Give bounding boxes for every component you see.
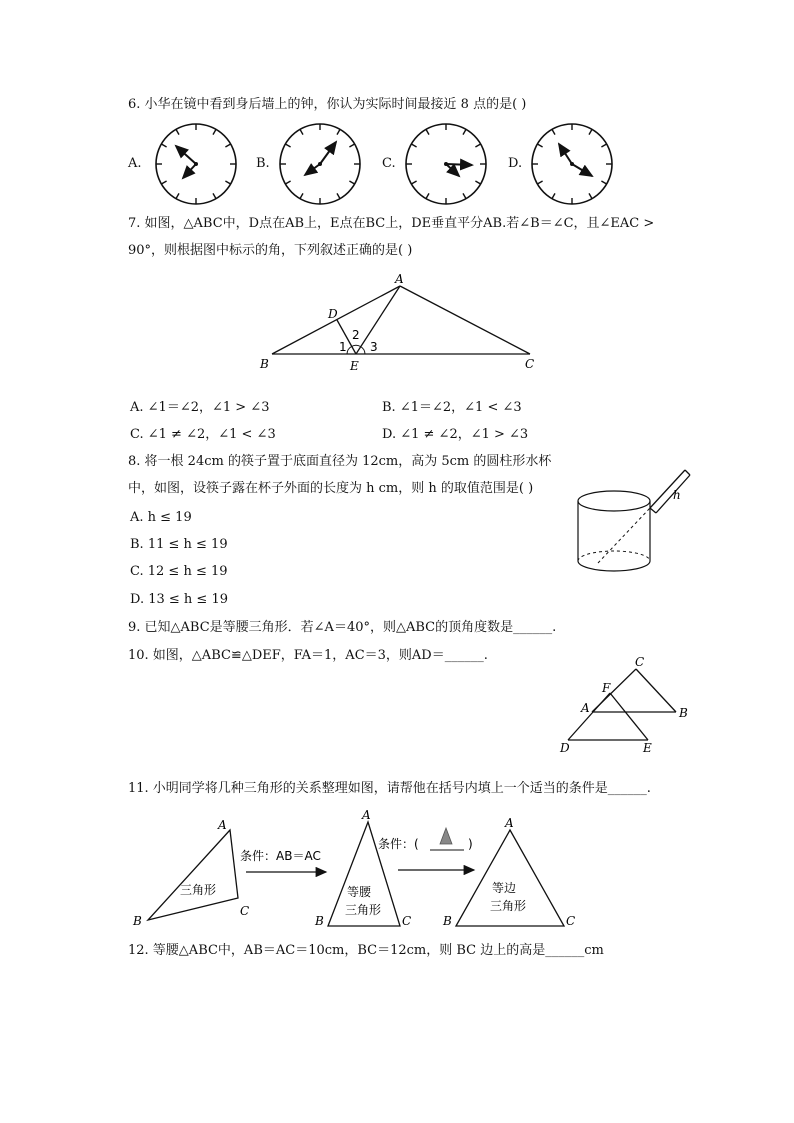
- q11-t3-label-c: C: [566, 914, 576, 928]
- q11-t1-label-b: B: [133, 914, 142, 928]
- q7-label-c: C: [525, 357, 535, 371]
- q11-t3-label-b: B: [443, 914, 452, 928]
- q10-stem: 10. 如图，△ABC≌△DEF，FA＝1，AC＝3，则AD＝______.: [128, 648, 488, 663]
- q12-stem: 12. 等腰△ABC中，AB＝AC＝10cm，BC＝12cm，则 BC 边上的高是______cm: [128, 943, 604, 958]
- q8-option-a: A. h ≤ 19: [130, 510, 192, 525]
- q7-option-a: A. ∠1＝∠2，∠1 > ∠3: [130, 400, 270, 415]
- q6-option-c-label: C.: [382, 156, 396, 171]
- q11-t2-name-1: 等腰: [347, 885, 372, 899]
- q7-angle-2: 2: [352, 328, 360, 342]
- q11-stem: 11. 小明同学将几种三角形的关系整理如图，请帮他在括号内填上一个适当的条件是______.: [128, 781, 651, 796]
- triangle-placeholder-icon: [440, 828, 452, 844]
- q8-label-h: h: [673, 488, 681, 502]
- q7-option-b: B. ∠1＝∠2，∠1 < ∠3: [382, 400, 522, 415]
- q11-condition-2-close: ): [468, 837, 473, 851]
- q11-t3-name-1: 等边: [492, 881, 517, 895]
- q7-angle-1: 1: [339, 340, 347, 354]
- q8-stem-line1: 8. 将一根 24cm 的筷子置于底面直径为 12cm，高为 5cm 的圆柱形水杯: [128, 454, 552, 469]
- q7-label-d: D: [328, 307, 338, 321]
- q7-option-c: C. ∠1 ≠ ∠2，∠1 < ∠3: [130, 427, 276, 442]
- q8-option-b: B. 11 ≤ h ≤ 19: [130, 537, 228, 552]
- q7-label-a: A: [395, 272, 404, 286]
- q7-stem-line2: 90°，则根据图中标示的角，下列叙述正确的是( ): [128, 243, 413, 258]
- q6-stem: 6. 小华在镜中看到身后墙上的钟，你认为实际时间最接近 8 点的是( ): [128, 97, 527, 112]
- q11-t2-label-c: C: [402, 914, 412, 928]
- q10-label-d: D: [560, 741, 570, 755]
- q11-t1-label-a: A: [218, 818, 227, 832]
- q11-t1-label-c: C: [240, 904, 250, 918]
- q10-label-c: C: [635, 655, 645, 669]
- q11-t3-name-2: 三角形: [490, 899, 527, 913]
- q10-label-a: A: [581, 701, 590, 715]
- q7-label-b: B: [260, 357, 269, 371]
- q11-condition-1: 条件：AB＝AC: [240, 849, 321, 863]
- q8-option-c: C. 12 ≤ h ≤ 19: [130, 564, 228, 579]
- q7-label-e: E: [350, 359, 359, 373]
- q7-option-d: D. ∠1 ≠ ∠2，∠1 > ∠3: [382, 427, 529, 442]
- q10-label-e: E: [643, 741, 652, 755]
- q11-t2-label-a: A: [362, 808, 371, 822]
- q7-angle-3: 3: [370, 340, 378, 354]
- q10-label-b: B: [679, 706, 688, 720]
- q8-option-d: D. 13 ≤ h ≤ 19: [130, 592, 228, 607]
- q8-stem-line2: 中，如图，设筷子露在杯子外面的长度为 h cm，则 h 的取值范围是( ): [128, 481, 534, 496]
- q7-stem-line1: 7. 如图，△ABC中，D点在AB上，E点在BC上，DE垂直平分AB.若∠B＝∠C，且∠EAC >: [128, 216, 655, 231]
- q11-condition-2-open: 条件：(: [378, 837, 419, 851]
- q11-t2-label-b: B: [315, 914, 324, 928]
- q6-option-b-label: B.: [256, 156, 270, 171]
- q6-option-a-label: A.: [128, 156, 142, 171]
- q6-option-d-label: D.: [508, 156, 523, 171]
- q10-label-f: F: [602, 681, 611, 695]
- q11-t3-label-a: A: [505, 816, 514, 830]
- q11-t1-name: 三角形: [180, 883, 217, 897]
- q9-stem: 9. 已知△ABC是等腰三角形．若∠A＝40°，则△ABC的顶角度数是______.: [128, 620, 557, 635]
- q11-t2-name-2: 三角形: [345, 903, 382, 917]
